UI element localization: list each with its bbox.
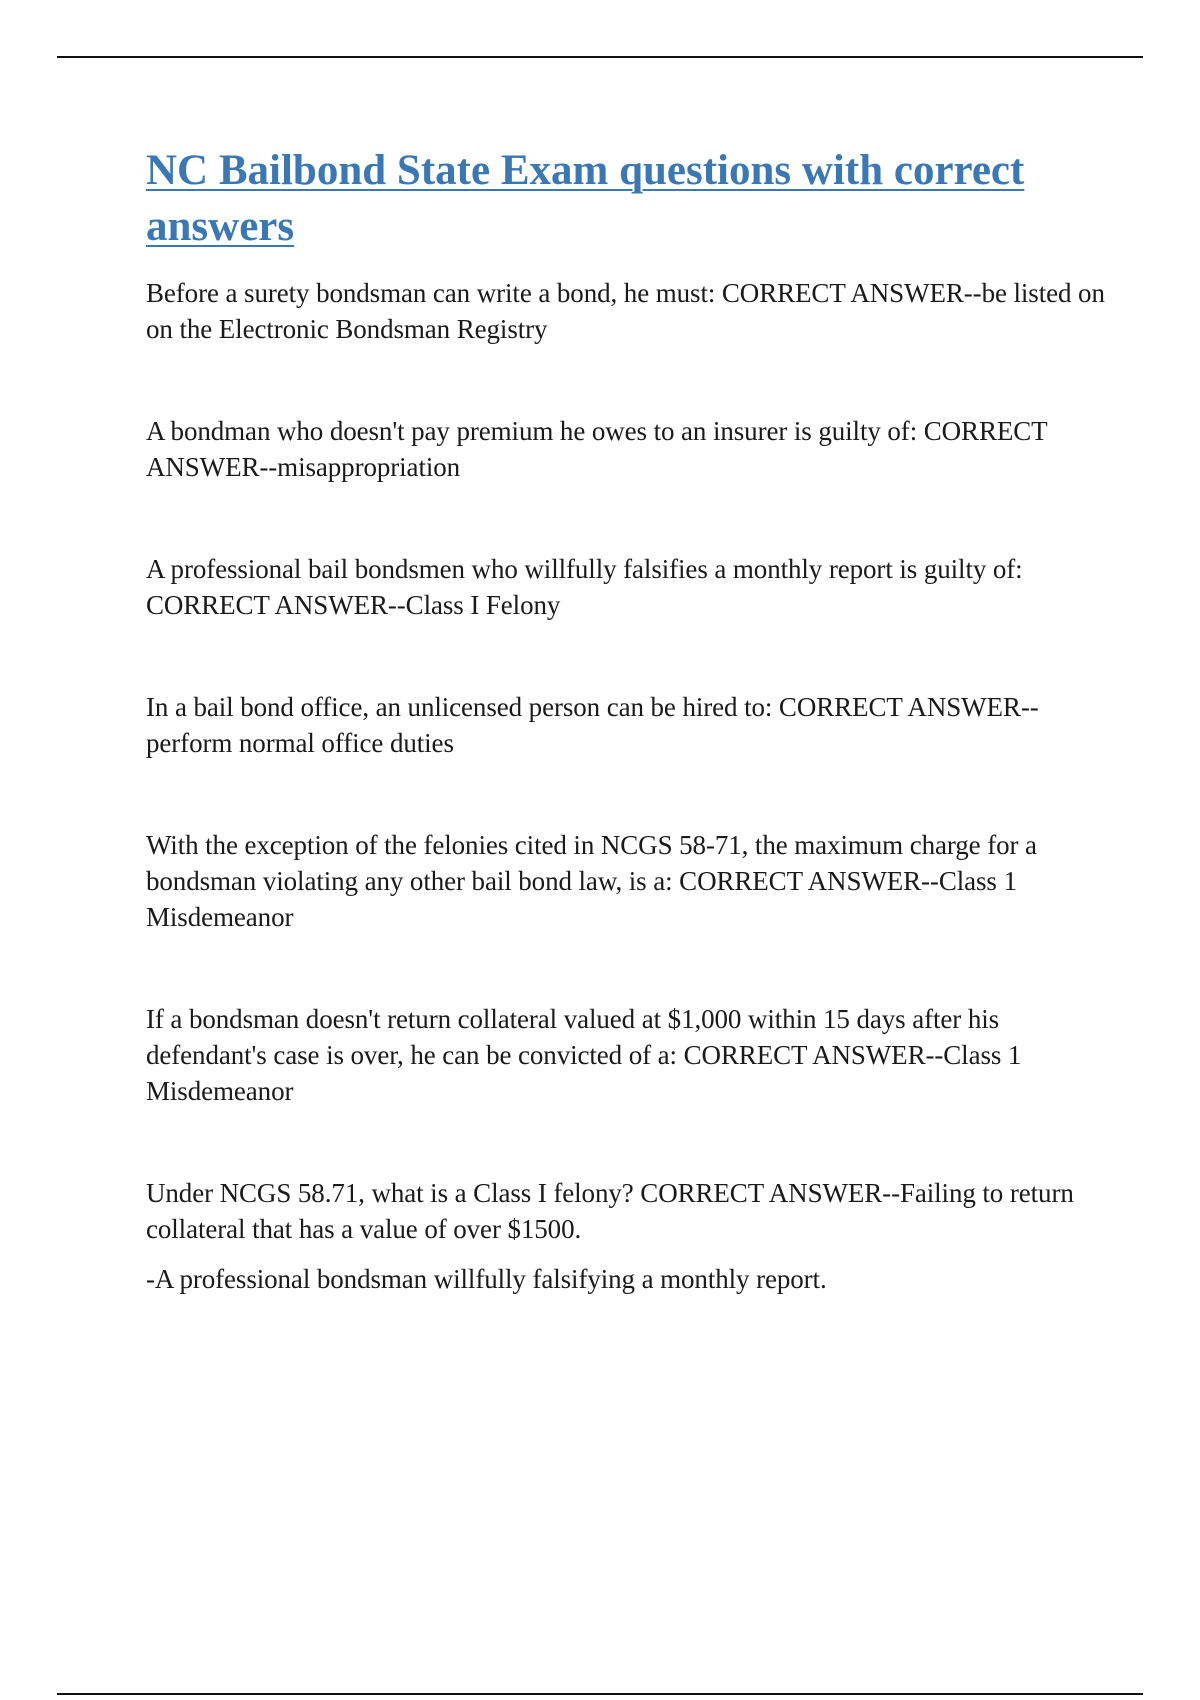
qa-item-7: Under NCGS 58.71, what is a Class I felony? CORRECT ANSWER--Failing to return collateral that has a value of over $1500. xyxy=(146,1178,1074,1244)
qa-item-1: Before a surety bondsman can write a bond, he must: CORRECT ANSWER--be listed on on the Electronic Bondsman Registry xyxy=(146,278,1105,344)
qa-item-6: If a bondsman doesn't return collateral valued at $1,000 within 15 days after his defendant's case is over, he can be convicted of a: CORRECT ANSWER--Class 1 Misdemeanor xyxy=(146,1004,1022,1106)
footer-rule xyxy=(57,1693,1143,1695)
qa-item-3: A professional bail bondsmen who willfully falsifies a monthly report is guilty of: CORRECT ANSWER--Class I Felony xyxy=(146,554,1023,620)
qa-item-5: With the exception of the felonies cited in NCGS 58-71, the maximum charge for a bondsman violating any other bail bond law, is a: CORRECT ANSWER--Class 1 Misdemeanor xyxy=(146,830,1037,932)
header-rule xyxy=(57,56,1143,58)
qa-item-7-continuation: -A professional bondsman willfully falsifying a monthly report. xyxy=(146,1264,827,1294)
document-body xyxy=(146,143,1106,1297)
qa-item-4: In a bail bond office, an unlicensed person can be hired to: CORRECT ANSWER--perform normal office duties xyxy=(146,692,1039,758)
qa-item-2: A bondman who doesn't pay premium he owes to an insurer is guilty of: CORRECT ANSWER--misappropriation xyxy=(146,416,1048,482)
document-title[interactable]: NC Bailbond State Exam questions with correct answers xyxy=(146,147,1025,250)
